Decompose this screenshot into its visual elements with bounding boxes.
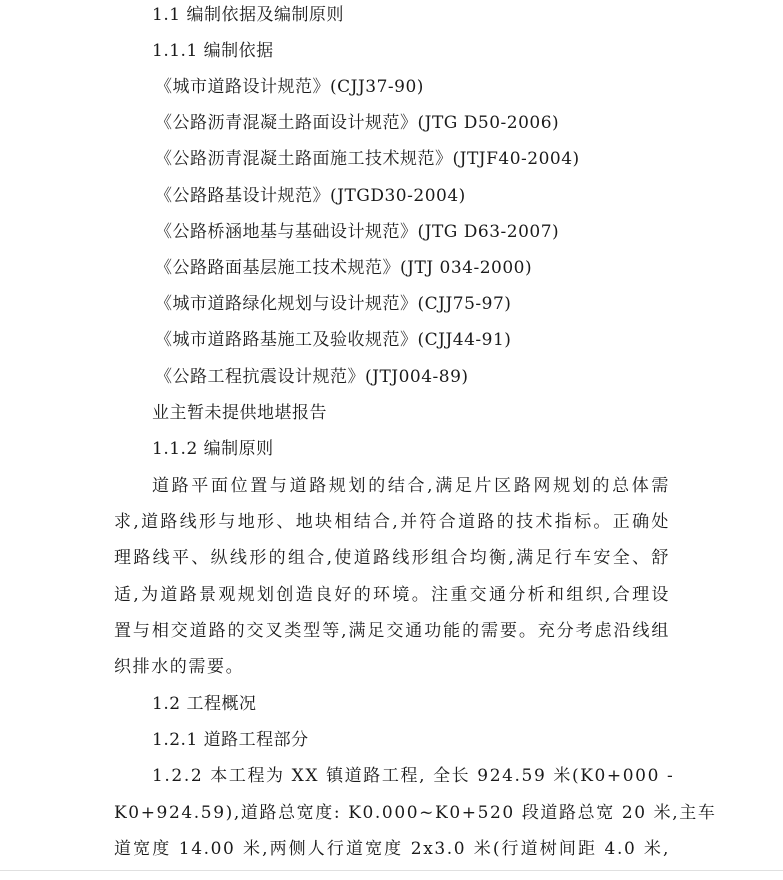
heading-1-1-1: 1.1.1 编制依据 [152,41,274,61]
reference-item: 《公路工程抗震设计规范》(JTJ004-89) [155,367,469,387]
reference-item: 《公路沥青混凝土路面设计规范》(JTG D50-2006) [155,113,560,133]
heading-1-1: 1.1 编制依据及编制原则 [152,5,344,25]
survey-note: 业主暂未提供地堪报告 [152,403,327,423]
principle-paragraph-line: 理路线平、纵线形的组合,使道路线形组合均衡,满足行车安全、舒 [114,548,670,568]
overview-paragraph-line: 1.2.2 本工程为 XX 镇道路工程, 全长 924.59 米(K0+000 - [152,766,675,786]
principle-paragraph-line: 适,为道路景观规划创造良好的环境。注重交通分析和组织,合理设 [114,585,670,605]
heading-1-2: 1.2 工程概况 [152,694,257,714]
overview-paragraph-line: K0+924.59),道路总宽度: K0.000~K0+520 段道路总宽 20 米,主车 [114,803,717,823]
reference-item: 《城市道路路基施工及验收规范》(CJJ44-91) [155,330,512,350]
overview-paragraph-line: 道宽度 14.00 米,两侧人行道宽度 2x3.0 米(行道树间距 4.0 米, [114,839,670,859]
principle-paragraph-line: 织排水的需要。 [114,657,245,677]
heading-1-1-2: 1.1.2 编制原则 [152,439,274,459]
reference-item: 《公路路基设计规范》(JTGD30-2004) [155,186,466,206]
heading-1-2-1: 1.2.1 道路工程部分 [152,730,309,750]
principle-paragraph-line: 求,道路线形与地形、地块相结合,并符合道路的技术指标。正确处 [114,512,670,532]
principle-paragraph-line: 道路平面位置与道路规划的结合,满足片区路网规划的总体需 [152,476,670,496]
reference-item: 《公路沥青混凝土路面施工技术规范》(JTJF40-2004) [155,149,580,169]
reference-item: 《城市道路设计规范》(CJJ37-90) [155,77,424,97]
reference-item: 《公路路面基层施工技术规范》(JTJ 034-2000) [155,258,533,278]
reference-item: 《公路桥涵地基与基础设计规范》(JTG D63-2007) [155,222,560,242]
principle-paragraph-line: 置与相交道路的交叉类型等,满足交通功能的需要。充分考虑沿线组 [114,621,670,641]
page-bottom-divider [0,870,783,871]
reference-item: 《城市道路绿化规划与设计规范》(CJJ75-97) [155,294,512,314]
